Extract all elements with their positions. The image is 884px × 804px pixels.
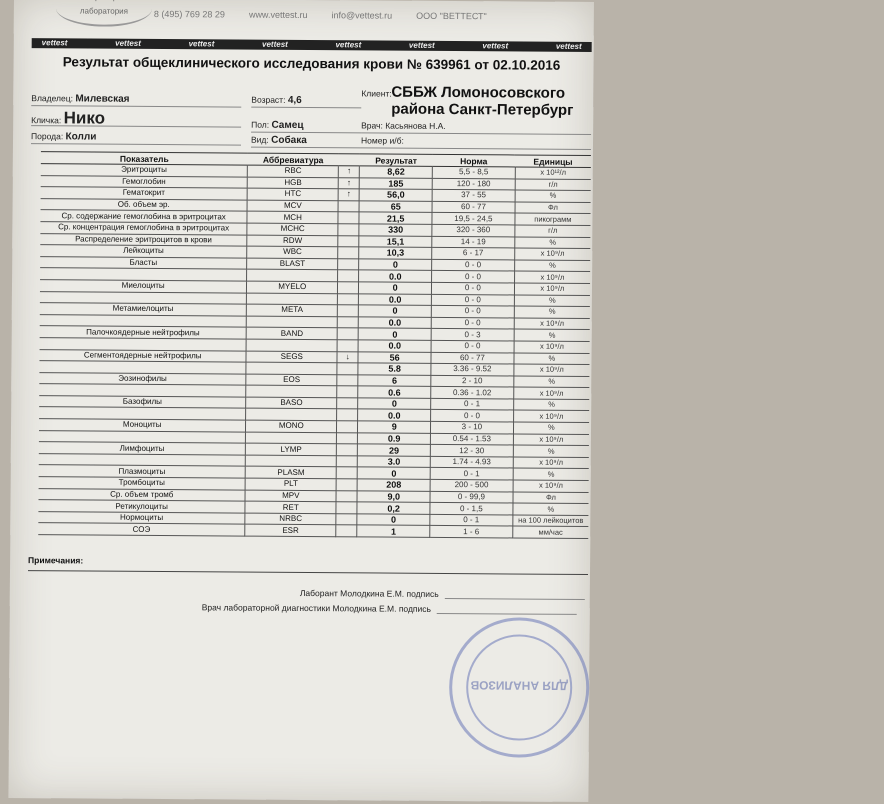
cell-norm: 0.36 - 1.02 — [431, 387, 514, 399]
cell-norm: 1 - 6 — [430, 526, 513, 538]
lab-assistant-text: Лаборант Молодкина Е.М. подпись — [300, 588, 439, 599]
cell-abbr: WBC — [247, 246, 338, 258]
sex-field — [251, 118, 361, 134]
cell-name: Нормоциты — [38, 511, 245, 524]
cell-norm: 0 - 1 — [431, 398, 514, 410]
cell-unit: % — [514, 329, 590, 341]
cell-abbr: NRBC — [245, 513, 336, 525]
cell-val: 0 — [359, 328, 432, 340]
cell-unit: x 10⁹/л — [514, 318, 590, 330]
cell-val: 8,62 — [360, 166, 433, 178]
cell-unit: пикограмм — [515, 213, 591, 225]
cell-norm: 5,5 - 8,5 — [432, 166, 515, 178]
cell-norm: 0.54 - 1.53 — [430, 433, 513, 445]
cell-val: 0 — [358, 398, 431, 410]
cell-name: Сегментоядерные нейтрофилы — [39, 349, 246, 362]
cell-name: Базофилы — [39, 396, 246, 409]
col-header-arrow — [339, 154, 360, 166]
cell-unit: x 10⁹/л — [514, 283, 590, 295]
cell-arrow — [337, 340, 358, 352]
band-word: vettest — [556, 42, 582, 52]
cell-val: 0.0 — [359, 293, 432, 305]
lab-logo — [56, 0, 152, 27]
cell-name: Лимфоциты — [39, 442, 246, 455]
cell-arrow — [338, 282, 359, 294]
doctor-field — [361, 118, 591, 135]
cell-val: 0.9 — [358, 433, 431, 445]
client-value: СББЖ Ломоносовского района Санкт-Петербург — [391, 84, 587, 119]
cell-unit: на 100 лейкоцитов — [513, 515, 589, 527]
notes-divider — [28, 570, 588, 575]
cell-name: Миелоциты — [40, 280, 247, 293]
cell-norm: 0 - 0 — [431, 340, 514, 352]
cell-arrow: ↑ — [338, 166, 359, 178]
cell-name: Лейкоциты — [40, 245, 247, 258]
cell-unit: x 10⁹/л — [513, 434, 589, 446]
cell-arrow — [337, 363, 358, 375]
contact-line — [154, 9, 584, 22]
cell-unit: % — [513, 399, 589, 411]
signature-line — [445, 598, 585, 600]
brand-band — [32, 38, 592, 52]
cell-name: Об. объем эр. — [41, 198, 248, 211]
cell-name: Гемоглобин — [41, 175, 248, 188]
cell-abbr: HTC — [247, 188, 338, 200]
cell-val: 1 — [357, 525, 430, 537]
owner-value: Милевская — [75, 93, 129, 104]
cell-val: 0 — [359, 259, 432, 271]
band-word: vettest — [42, 38, 68, 48]
cell-arrow — [338, 212, 359, 224]
cell-arrow — [336, 502, 357, 514]
cell-norm: 3.36 - 9.52 — [431, 363, 514, 375]
col-header-name: Показатель — [41, 152, 248, 165]
age-value: 4,6 — [288, 95, 302, 106]
cell-unit: x 10⁹/л — [514, 364, 590, 376]
cell-abbr — [246, 409, 337, 421]
cell-abbr: BAND — [247, 327, 338, 339]
cell-unit: % — [513, 422, 589, 434]
cell-abbr: RBC — [248, 165, 339, 177]
cell-norm: 0 - 1,5 — [430, 503, 513, 515]
cell-arrow — [337, 305, 358, 317]
cell-unit: % — [513, 468, 589, 480]
cell-arrow — [337, 316, 358, 328]
cell-val: 0 — [359, 305, 432, 317]
cell-norm: 0 - 0 — [431, 317, 514, 329]
cell-name: Ср. концентрация гемоглобина в эритроцитах — [40, 222, 247, 235]
cell-norm: 320 - 360 — [432, 224, 515, 236]
cell-abbr: HGB — [248, 177, 339, 189]
cell-arrow — [336, 456, 357, 468]
cell-norm: 0 - 1 — [430, 468, 513, 480]
cell-unit: % — [514, 260, 590, 272]
cell-abbr — [246, 362, 337, 374]
cell-abbr: PLASM — [246, 467, 337, 479]
age-field — [251, 93, 361, 109]
cell-abbr — [247, 269, 338, 281]
cell-abbr: RET — [245, 501, 336, 513]
nick-label: Кличка: — [31, 115, 61, 125]
lab-stamp — [449, 617, 590, 758]
cell-arrow — [337, 432, 358, 444]
cell-abbr: BASO — [246, 397, 337, 409]
cell-name: Ср. содержание гемоглобина в эритроцитах — [40, 210, 247, 223]
cell-val: 0,2 — [357, 502, 430, 514]
cell-name: Эритроциты — [41, 164, 248, 177]
band-word: vettest — [262, 40, 288, 50]
doctor-label: Врач: — [361, 120, 383, 130]
cell-abbr: MONO — [246, 420, 337, 432]
cell-name: Метамиелоциты — [40, 303, 247, 316]
logo-text: лаборатория — [77, 0, 130, 16]
cell-val: 21,5 — [359, 212, 432, 224]
cell-abbr: PLT — [245, 478, 336, 490]
cell-unit: % — [513, 445, 589, 457]
cell-abbr: MYELO — [247, 281, 338, 293]
cell-norm: 0 - 0 — [432, 259, 515, 271]
breed-label: Порода: — [31, 131, 63, 141]
cell-unit: x 10⁹/л — [513, 457, 589, 469]
cell-norm: 60 - 77 — [432, 201, 515, 213]
breed-field — [31, 129, 241, 145]
cell-abbr: LYMP — [246, 443, 337, 455]
cell-val: 9 — [358, 421, 431, 433]
cell-norm: 14 - 19 — [432, 236, 515, 248]
cell-norm: 120 - 180 — [432, 178, 515, 190]
cell-val: 185 — [360, 177, 433, 189]
age-label: Возраст: — [251, 95, 285, 105]
cell-name: СОЭ — [38, 523, 245, 536]
species-field — [251, 133, 361, 149]
cell-arrow — [338, 293, 359, 305]
col-header-result: Результат — [360, 154, 433, 167]
report-sheet — [8, 0, 594, 802]
cell-name: Палочкоядерные нейтрофилы — [40, 326, 247, 339]
cell-val: 10,3 — [359, 247, 432, 259]
cell-abbr: EOS — [246, 374, 337, 386]
cell-arrow — [337, 386, 358, 398]
cell-arrow: ↑ — [338, 177, 359, 189]
cell-val: 56 — [358, 351, 431, 363]
cell-val: 56,0 — [359, 189, 432, 201]
site-link: www.vettest.ru — [249, 10, 308, 20]
cell-norm: 2 - 10 — [431, 375, 514, 387]
cell-norm: 37 - 55 — [432, 190, 515, 202]
cell-unit: x 10¹²/л — [515, 167, 591, 179]
cell-arrow — [338, 270, 359, 282]
cell-unit: % — [513, 503, 589, 515]
cell-arrow — [336, 514, 357, 526]
species-label: Вид: — [251, 135, 269, 145]
cell-arrow — [338, 224, 359, 236]
cell-arrow — [336, 525, 357, 537]
cell-arrow — [338, 258, 359, 270]
sex-value: Самец — [271, 120, 303, 131]
col-header-norm: Норма — [432, 154, 515, 167]
cell-norm: 3 - 10 — [431, 421, 514, 433]
band-word: vettest — [115, 39, 141, 49]
cell-abbr: BLAST — [247, 258, 338, 270]
band-word: vettest — [189, 39, 215, 49]
cell-name: Бласты — [40, 256, 247, 269]
cell-norm: 0 - 99,9 — [430, 491, 513, 503]
cell-arrow — [337, 421, 358, 433]
cell-abbr — [246, 432, 337, 444]
cell-unit: % — [514, 306, 590, 318]
table-row — [38, 523, 588, 538]
client-label: Клиент: — [361, 88, 391, 98]
cell-abbr — [246, 385, 337, 397]
cell-norm: 0 - 0 — [431, 306, 514, 318]
cell-unit: % — [515, 190, 591, 202]
cell-abbr — [246, 455, 337, 467]
cell-val: 15,1 — [359, 235, 432, 247]
cell-val: 6 — [358, 375, 431, 387]
cell-unit: г/л — [515, 225, 591, 237]
cell-norm: 0 - 0 — [432, 271, 515, 283]
band-word: vettest — [409, 41, 435, 51]
cell-val: 208 — [357, 479, 430, 491]
cell-abbr — [246, 339, 337, 351]
band-word: vettest — [335, 40, 361, 50]
cell-norm: 60 - 77 — [431, 352, 514, 364]
cell-abbr: MCHC — [247, 223, 338, 235]
doctor-value: Касьянова Н.А. — [385, 121, 445, 131]
cell-unit: x 10⁹/л — [514, 387, 590, 399]
cell-val: 0.6 — [358, 386, 431, 398]
cell-arrow — [337, 444, 358, 456]
cell-unit: x 10⁹/л — [513, 410, 589, 422]
cell-name: Плазмоциты — [39, 465, 246, 478]
cell-name: Гематокрит — [41, 187, 248, 200]
cell-name: Ср. объем тромб — [39, 488, 246, 501]
col-header-units: Единицы — [515, 155, 591, 168]
cell-arrow — [338, 201, 359, 213]
col-header-abbr: Аббревиатура — [248, 153, 339, 166]
cell-abbr — [247, 293, 338, 305]
results-table — [38, 151, 591, 539]
cell-val: 5.8 — [358, 363, 431, 375]
cell-unit: x 10⁹/л — [514, 271, 590, 283]
cell-name: Моноциты — [39, 419, 246, 432]
cell-val: 29 — [358, 444, 431, 456]
cell-abbr: RDW — [247, 235, 338, 247]
cell-arrow: ↑ — [338, 189, 359, 201]
lab-assistant-signature — [300, 588, 880, 602]
cell-val: 330 — [359, 224, 432, 236]
cell-unit: % — [514, 376, 590, 388]
number-field — [361, 133, 591, 150]
cell-unit: Фл — [515, 202, 591, 214]
cell-val: 0.0 — [359, 317, 432, 329]
cell-norm: 0 - 3 — [431, 329, 514, 341]
cell-name: Эозинофилы — [39, 372, 246, 385]
cell-unit: % — [515, 237, 591, 249]
cell-val: 0 — [357, 514, 430, 526]
cell-name: Тромбоциты — [39, 477, 246, 490]
cell-unit: x 10⁹/л — [514, 248, 590, 260]
report-title: Результат общеклинического исследования крови № 639961 от 02.10.2016 — [32, 54, 592, 73]
cell-val: 65 — [359, 201, 432, 213]
cell-norm: 19,5 - 24,5 — [432, 213, 515, 225]
cell-val: 3.0 — [358, 456, 431, 468]
cell-norm: 0 - 1 — [430, 514, 513, 526]
number-label: Номер и/б: — [361, 135, 404, 145]
cell-abbr — [247, 316, 338, 328]
doctor-signature-text: Врач лабораторной диагностики Молодкина Е.М. подпись — [202, 602, 431, 614]
owner-label: Владелец: — [31, 93, 73, 103]
cell-norm: 1.74 - 4.93 — [430, 456, 513, 468]
cell-norm: 0 - 0 — [431, 410, 514, 422]
cell-arrow — [336, 479, 357, 491]
doctor-signature — [202, 602, 782, 616]
cell-unit: % — [514, 352, 590, 364]
nick-value: Нико — [64, 108, 106, 127]
breed-value: Колли — [66, 131, 97, 142]
sex-label: Пол: — [251, 120, 269, 130]
cell-unit: x 10⁹/л — [514, 341, 590, 353]
cell-arrow — [338, 247, 359, 259]
cell-unit: x 10⁹/л — [513, 480, 589, 492]
cell-arrow — [338, 235, 359, 247]
owner-field — [31, 91, 241, 107]
cell-norm: 6 - 17 — [432, 248, 515, 260]
band-word: vettest — [482, 41, 508, 51]
cell-arrow: ↓ — [337, 351, 358, 363]
cell-val: 0.0 — [358, 340, 431, 352]
cell-abbr: META — [247, 304, 338, 316]
cell-norm: 200 - 500 — [430, 479, 513, 491]
cell-unit: Фл — [513, 492, 589, 504]
cell-abbr: ESR — [245, 525, 336, 537]
cell-unit: мм/час — [513, 526, 589, 538]
species-value: Собака — [271, 135, 307, 146]
cell-name: Ретикулоциты — [38, 500, 245, 513]
cell-norm: 12 - 30 — [430, 445, 513, 457]
company-text: ООО "ВЕТТЕСТ" — [416, 11, 487, 21]
cell-abbr: MCH — [247, 211, 338, 223]
cell-abbr: SEGS — [246, 351, 337, 363]
cell-name: Распределение эритроцитов в крови — [40, 233, 247, 246]
cell-arrow — [337, 374, 358, 386]
stamp-text: ДЛЯ АНАЛИЗОВ — [452, 678, 586, 693]
email-text: info@vettest.ru — [331, 10, 392, 20]
cell-abbr: MCV — [247, 200, 338, 212]
cell-val: 9,0 — [357, 491, 430, 503]
cell-val: 0 — [358, 467, 431, 479]
cell-val: 0.0 — [358, 409, 431, 421]
cell-val: 0 — [359, 282, 432, 294]
signature-line — [437, 613, 577, 615]
cell-norm: 0 - 0 — [431, 294, 514, 306]
cell-arrow — [337, 398, 358, 410]
cell-arrow — [337, 409, 358, 421]
cell-arrow — [337, 328, 358, 340]
nick-field — [31, 111, 241, 127]
cell-norm: 0 - 0 — [431, 282, 514, 294]
cell-arrow — [336, 467, 357, 479]
notes-label: Примечания: — [28, 555, 83, 565]
cell-unit: г/л — [515, 179, 591, 191]
phone-text: 8 (495) 769 28 29 — [154, 9, 225, 19]
cell-arrow — [336, 490, 357, 502]
cell-val: 0.0 — [359, 270, 432, 282]
cell-unit: % — [514, 295, 590, 307]
cell-abbr: MPV — [245, 490, 336, 502]
